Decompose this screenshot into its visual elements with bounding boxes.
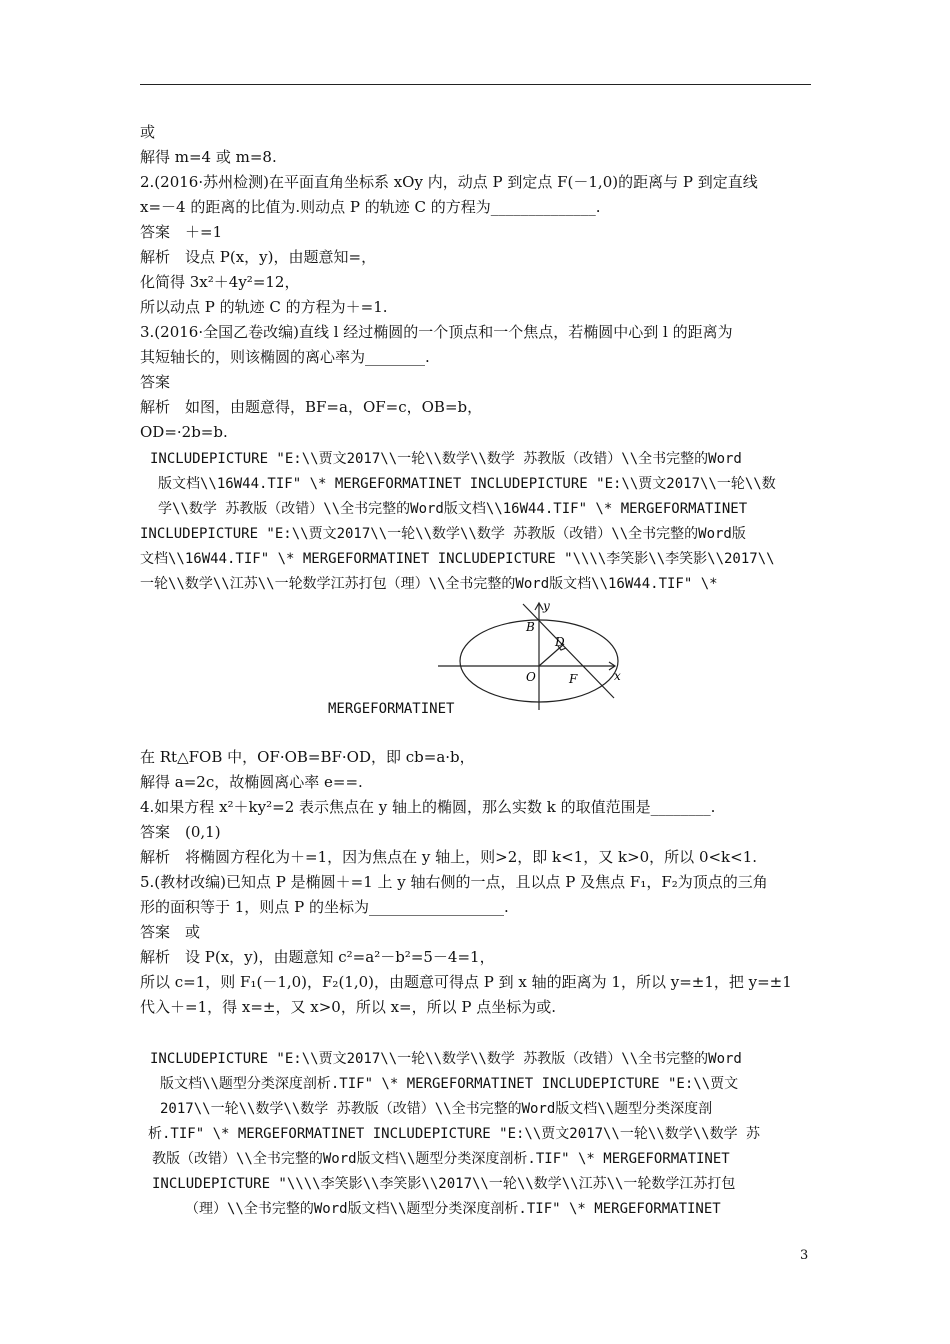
text-line: 解析 如图，由题意得，BF=a，OF=c，OB=b， [140, 398, 483, 416]
field-code-line: 析.TIF" \* MERGEFORMATINET INCLUDEPICTURE "E:\\贾文2017\\一轮\\数学\\数学 苏 [148, 1126, 761, 1142]
text-line: 解析 将椭圆方程化为＋=1，因为焦点在 y 轴上，则>2，即 k<1，又 k>0，所以 0<k<1. [140, 848, 758, 866]
text-line: 解得 m=4 或 m=8. [140, 148, 277, 166]
header-rule [140, 84, 811, 85]
field-code-line: 版文档\\题型分类深度剖析.TIF" \* MERGEFORMATINET INCLUDEPICTURE "E:\\贾文 [160, 1076, 739, 1092]
text-line: 化简得 3x²＋4y²=12， [140, 273, 300, 291]
text-line: 答案 ＋=1 [140, 223, 223, 241]
field-code-line: （理）\\全书完整的Word版文档\\题型分类深度剖析.TIF" \* MERGEFORMATINET [185, 1201, 721, 1217]
field-code-line: 版文档\\16W44.TIF" \* MERGEFORMATINET INCLUDEPICTURE "E:\\贾文2017\\一轮\\数 [158, 476, 776, 492]
text-line: 答案 或 [140, 923, 201, 941]
field-code-line: INCLUDEPICTURE "\\\\李笑影\\李笑影\\2017\\一轮\\数学\\江苏\\一轮数学江苏打包 [152, 1176, 736, 1192]
field-code-line: INCLUDEPICTURE "E:\\贾文2017\\一轮\\数学\\数学 苏教版（改错）\\全书完整的Word版 [140, 526, 746, 542]
label-x: x [614, 669, 621, 683]
text-line: 解析 设点 P(x，y)，由题意知=， [140, 248, 377, 266]
text-line: 其短轴长的，则该椭圆的离心率为________. [140, 348, 430, 366]
text-line: x=－4 的距离的比值为.则动点 P 的轨迹 C 的方程为______________. [140, 198, 601, 216]
text-line: 形的面积等于 1，则点 P 的坐标为__________________. [140, 898, 509, 916]
label-d: D [555, 635, 565, 649]
page-number: 3 [800, 1248, 809, 1263]
field-code-line: MERGEFORMATINET [328, 701, 455, 717]
field-code-line: 教版（改错）\\全书完整的Word版文档\\题型分类深度剖析.TIF" \* MERGEFORMATINET [152, 1151, 730, 1167]
field-code-line: 学\\数学 苏教版（改错）\\全书完整的Word版文档\\16W44.TIF" \* MERGEFORMATINET [158, 501, 748, 517]
text-line: 答案 (0,1) [140, 823, 221, 841]
text-line: 解析 设 P(x，y)，由题意知 c²=a²－b²=5－4=1， [140, 948, 495, 966]
text-line: 3.(2016·全国乙卷改编)直线 l 经过椭圆的一个顶点和一个焦点，若椭圆中心到 l 的距离为 [140, 323, 733, 341]
text-line: 4.如果方程 x²＋ky²=2 表示焦点在 y 轴上的椭圆，那么实数 k 的取值范围是________. [140, 798, 716, 816]
label-o: O [526, 670, 536, 684]
field-code-line: INCLUDEPICTURE "E:\\贾文2017\\一轮\\数学\\数学 苏教版（改错）\\全书完整的Word [150, 451, 742, 467]
text-line: 代入＋=1，得 x=±，又 x>0，所以 x=，所以 P 点坐标为或. [140, 998, 557, 1016]
label-f: F [569, 672, 578, 686]
text-line: 2.(2016·苏州检测)在平面直角坐标系 xOy 内，动点 P 到定点 F(－1,0)的距离与 P 到定直线 [140, 173, 758, 191]
text-line: 所以动点 P 的轨迹 C 的方程为＋=1. [140, 298, 388, 316]
field-code-line: 文档\\16W44.TIF" \* MERGEFORMATINET INCLUDEPICTURE "\\\\李笑影\\李笑影\\2017\\ [140, 551, 775, 567]
text-line: 解得 a=2c，故椭圆离心率 e==. [140, 773, 363, 791]
text-line: 在 Rt△FOB 中，OF·OB=BF·OD，即 cb=a·b， [140, 748, 475, 766]
text-line: 5.(教材改编)已知点 P 是椭圆＋=1 上 y 轴右侧的一点，且以点 P 及焦点 F₁，F₂为顶点的三角 [140, 873, 768, 891]
label-b: B [526, 620, 535, 634]
field-code-line: 一轮\\数学\\江苏\\一轮数学江苏打包（理）\\全书完整的Word版文档\\16W44.TIF" \* [140, 576, 718, 592]
text-line: 或 [140, 123, 156, 141]
label-y: y [543, 599, 550, 613]
text-line: 答案 [140, 373, 171, 391]
field-code-line: 2017\\一轮\\数学\\数学 苏教版（改错）\\全书完整的Word版文档\\题型分类深度剖 [160, 1101, 713, 1117]
field-code-line: INCLUDEPICTURE "E:\\贾文2017\\一轮\\数学\\数学 苏教版（改错）\\全书完整的Word [150, 1051, 742, 1067]
ellipse-figure [430, 598, 630, 713]
text-line: OD=·2b=b. [140, 423, 228, 441]
text-line: 所以 c=1，则 F₁(－1,0)，F₂(1,0)，由题意可得点 P 到 x 轴的距离为 1，所以 y=±1，把 y=±1 [140, 973, 792, 991]
